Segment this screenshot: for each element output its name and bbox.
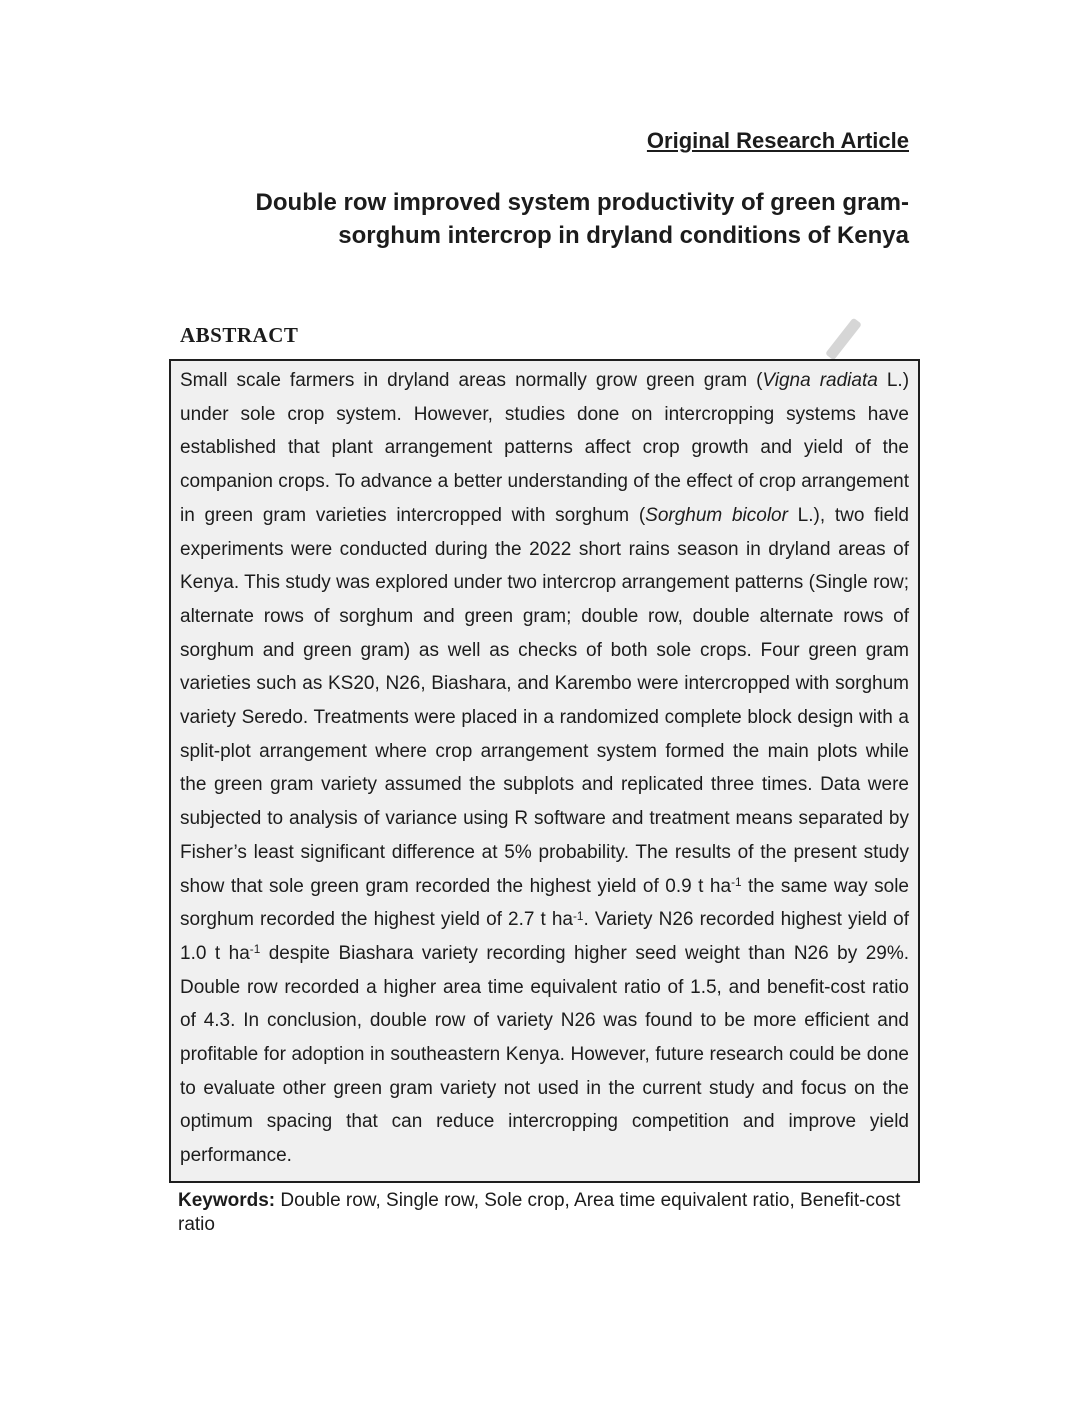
abstract-text — [180, 364, 909, 1173]
abstract-segment: Small scale farmers in dryland areas normally grow green gram ( — [180, 370, 763, 391]
article-type-heading — [169, 128, 920, 154]
abstract-segment: L.) under sole crop system. However, studies done on intercropping systems have established that plant arrangement patterns affect crop growth and yield of the companion crops. To advance a better understanding of the effect of crop arrangement in green gram varieties intercropped with sorghum ( — [180, 370, 910, 526]
abstract-segment: Sorghum bicolor — [645, 504, 788, 526]
abstract-segment: L.), two field experiments were conducted during the 2022 short rains season in dryland areas of Kenya. This study was explored under two intercrop arrangement patterns (Single row; alternate rows of sorghum and green gram; double row, double alternate rows of sorghum and green gram) as well as checks of both sole crops. Four green gram varieties such as KS20, N26, Biashara, and Karembo were intercropped with sorghum variety Seredo. Treatments were placed in a randomized complete block design with a split-plot arrangement where crop arrangement system formed the main plots while the green gram variety assumed the subplots and replicated three times. Data were subjected to analysis of variance using R software and treatment means separated by Fisher’s least significant difference at 5% probability. The results of the present study show that sole green gram recorded the highest yield of 0.9 t ha — [180, 504, 910, 897]
article-type-label: Original Research Article — [646, 128, 909, 153]
abstract-segment: the same way sole sorghum recorded the highest yield of 2.7 t ha — [180, 875, 909, 931]
keywords-text: Double row, Single row, Sole crop, Area time equivalent ratio, Benefit-cost ratio — [178, 1189, 901, 1235]
abstract-box — [169, 359, 920, 1183]
abstract-segment: -1 — [573, 909, 584, 923]
paper-title-line-2: sorghum intercrop in dryland conditions of Kenya — [338, 222, 909, 249]
keywords-line — [169, 1189, 920, 1237]
abstract-segment: . Variety N26 recorded highest yield of 1.0 t ha — [180, 909, 909, 964]
keywords-label: Keywords: — [178, 1189, 276, 1211]
abstract-heading: ABSTRACT — [180, 323, 299, 347]
abstract-segment: Vigna radiata — [762, 370, 878, 391]
abstract-segment: -1 — [249, 943, 261, 957]
abstract-segment: -1 — [731, 875, 742, 889]
paper-title-line-1: Double row improved system productivity of green gram- — [255, 189, 909, 216]
abstract-segment: despite Biashara variety recording higher seed weight than N26 by 29%. Double row recorded a higher area time equivalent ratio of 1.5, and benefit-cost ratio of 4.3. In conclusion, double row of variety N26 was found to be more efficient and profitable for adoption in southeastern Kenya. However, future research could be done to evaluate other green gram variety not used in the current study and focus on the optimum spacing that can reduce intercropping competition and improve yield performance. — [180, 942, 910, 1167]
paper-title — [169, 186, 920, 252]
content-column — [169, 0, 920, 1237]
